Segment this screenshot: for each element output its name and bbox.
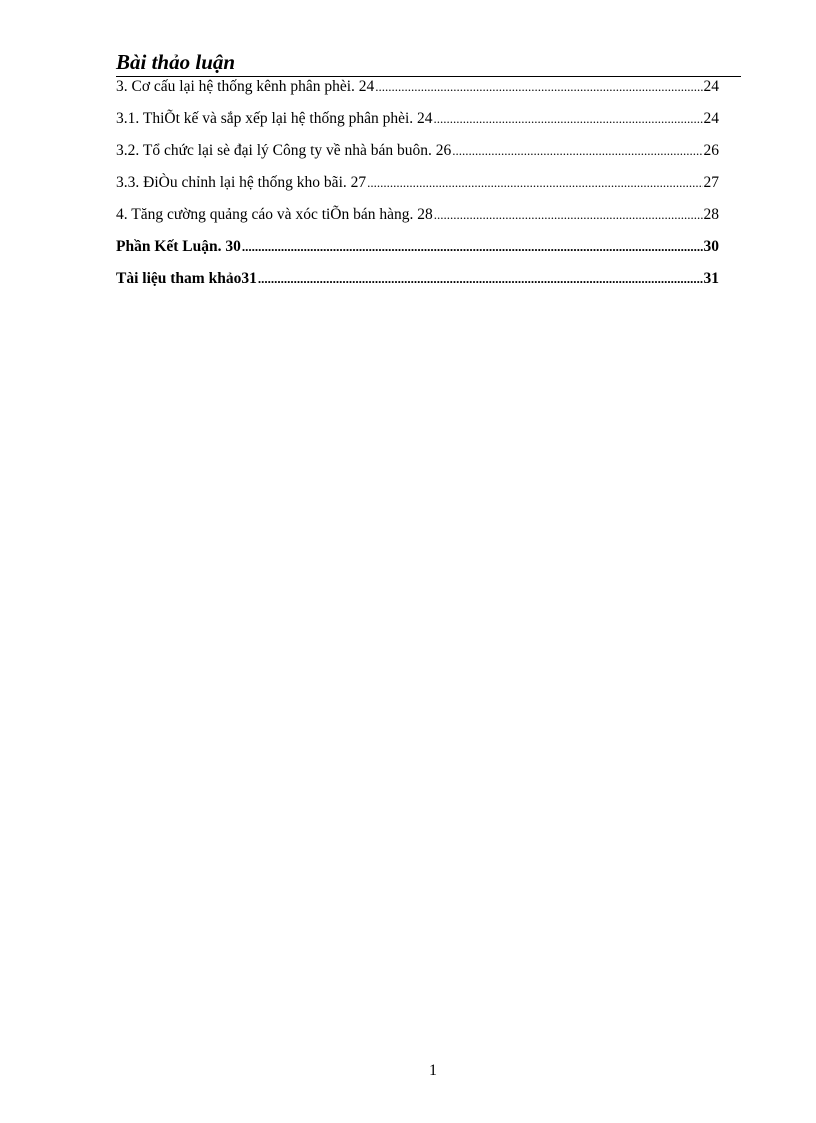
header-title: Bài thảo luận — [116, 50, 236, 74]
toc-entry[interactable] — [116, 205, 719, 237]
toc-entry-title: 3.3. ĐiÒu chỉnh lại hệ thống kho bãi. 27 — [116, 174, 367, 191]
toc-entry[interactable] — [116, 173, 719, 205]
toc-dot-leader — [434, 109, 703, 129]
toc-entry-page: 24 — [703, 78, 719, 95]
page-header — [116, 48, 741, 77]
toc-entry-title: Phần Kết Luận. 30 — [116, 238, 241, 255]
toc-dot-leader — [375, 77, 702, 97]
toc-dot-leader — [242, 237, 703, 257]
page-number: 1 — [429, 1062, 437, 1079]
toc-entry[interactable] — [116, 141, 719, 173]
toc-entry-title: 3.1. ThiÕt kế và sắp xếp lại hệ thống phân phèi. 24 — [116, 110, 433, 127]
toc-dot-leader — [367, 173, 702, 193]
toc-entry-title: Tài liệu tham khảo31 — [116, 270, 257, 287]
toc-entry[interactable] — [116, 269, 719, 301]
toc-dot-leader — [258, 269, 703, 289]
toc-dot-leader — [452, 141, 702, 161]
toc-entry-title: 3.2. Tổ chức lại sè đại lý Công ty về nhà bán buôn. 26 — [116, 142, 452, 159]
toc-entry-page: 27 — [703, 174, 719, 191]
table-of-contents — [116, 77, 719, 301]
toc-entry-page: 24 — [703, 110, 719, 127]
toc-entry[interactable] — [116, 237, 719, 269]
toc-entry-page: 31 — [703, 270, 719, 287]
toc-entry-page: 26 — [703, 142, 719, 159]
toc-dot-leader — [434, 205, 703, 225]
toc-entry-title: 4. Tăng cường quảng cáo và xóc tiÕn bán hàng. 28 — [116, 206, 433, 223]
toc-entry[interactable] — [116, 77, 719, 109]
toc-entry-title: 3. Cơ cấu lại hệ thống kênh phân phèi. 24 — [116, 78, 375, 95]
toc-entry-page: 28 — [703, 206, 719, 223]
toc-entry-page: 30 — [703, 238, 719, 255]
toc-entry[interactable] — [116, 109, 719, 141]
